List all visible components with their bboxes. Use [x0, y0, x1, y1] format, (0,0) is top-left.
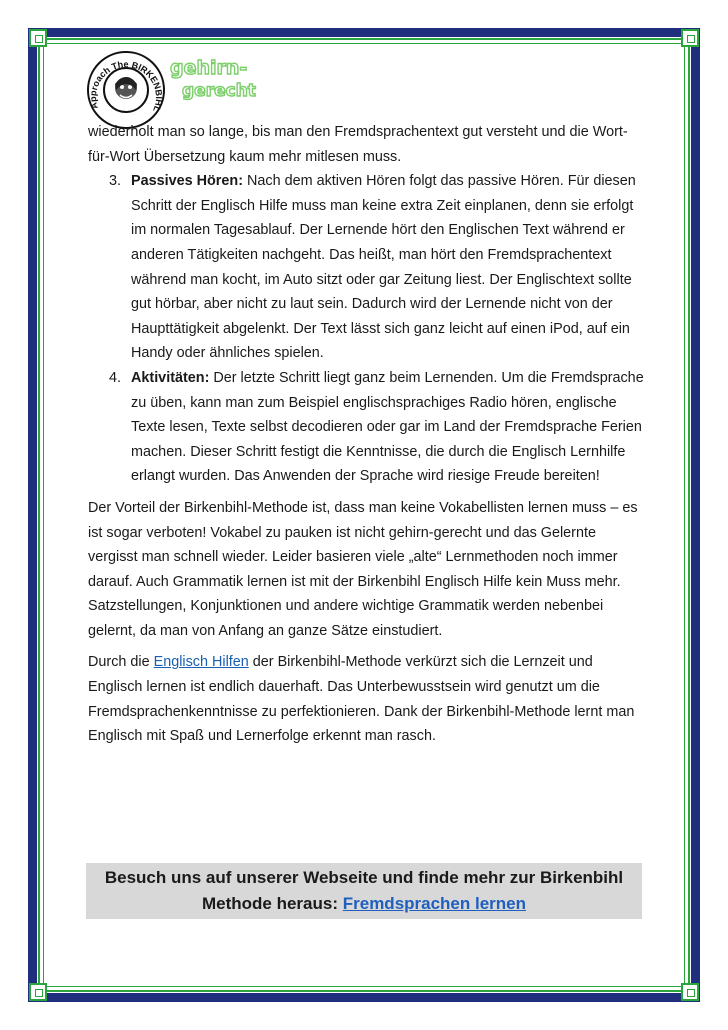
- paragraph-englisch-hilfen: [88, 650, 644, 748]
- corner-ornament-bottom-right: [681, 983, 699, 1001]
- list-number: 4.: [109, 369, 122, 386]
- website-banner: [86, 863, 642, 919]
- fremdsprachen-lernen-link[interactable]: Fremdsprachen lernen: [342, 894, 527, 913]
- paragraph-text-before: Durch die: [88, 654, 154, 671]
- birkenbihl-seal-logo: [86, 50, 166, 130]
- gehirn-gerecht-wordmark: [168, 54, 260, 104]
- list-number: 3.: [109, 173, 122, 190]
- svg-text:gehirn-: gehirn-: [170, 57, 248, 79]
- list-item-text: Der letzte Schritt liegt ganz beim Lernenden. Um die Fremdsprache zu üben, kann man zum Beispiel englischsprachiges Radio hören, englische Texte lesen, Texte selbst decodieren oder gar im Land der Fremdsprache Ferien machen. Dieser Schritt festigt die Kenntnisse, die durch die Englisch Lernhilfe erlangt wurden. Das Anwenden der Sprache wird riesige Freude bereiten!: [131, 369, 644, 485]
- list-item-aktivitaeten: [88, 366, 644, 489]
- svg-text:Approach The BIRKENBIHL: Approach The BIRKENBIHL: [87, 59, 165, 114]
- list-item-text: Nach dem aktiven Hören folgt das passive Hören. Für diesen Schritt der Englisch Hilfe muss man keine extra Zeit einplanen, denn sie erfolgt im normalen Tagesablauf. Der Lernende hört den Englischen Text während er anderen Tätigkeiten nachgeht. Das heißt, man hört den Fremdsprachentext während man kocht, im Auto sitzt oder gar Zeitung liest. Der Englischtext sollte gut hörbar, aber nicht zu laut sein. Dadurch wird der Lernende nicht von der Haupttätigkeit abgelenkt. Der Text lässt sich ganz leicht auf einen iPod, auf ein Handy oder ähnliches spielen.: [131, 173, 636, 362]
- list-item-title: Aktivitäten:: [131, 369, 210, 386]
- svg-text:gerecht: gerecht: [182, 81, 256, 101]
- paragraph-text-after: der Birkenbihl-Methode verkürzt sich die Lernzeit und Englisch lernen ist endlich dauerhaft. Das Unterbewusstsein wird genutzt um die Fremdsprachenkenntnisse zu perfektionieren. Dank der Birkenbihl-Methode lernt man Englisch mit Spaß und Lernerfolge erkennt man rasch.: [88, 654, 635, 745]
- paragraph-vorteil: Der Vorteil der Birkenbihl-Methode ist, dass man keine Vokabellisten lernen muss – es ist sogar verboten! Vokabel zu pauken ist nicht gehirn-gerecht und das Gelernte vergisst man schnell wieder. Leider basieren viele „alte“ Lernmethoden noch immer darauf. Auch Grammatik lernen ist mit der Birkenbihl Englisch Hilfe kein Muss mehr. Satzstellungen, Konjunktionen und andere wichtige Grammatik werden nebenbei gelernt, da man von Anfang an ganze Sätze einstudiert.: [88, 499, 638, 639]
- document-body: [88, 120, 644, 749]
- logo: [86, 50, 261, 130]
- corner-ornament-bottom-left: [29, 983, 47, 1001]
- list-item-title: Passives Hören:: [131, 173, 243, 190]
- numbered-list: [88, 169, 644, 489]
- list-item-passives-hoeren: [88, 169, 644, 366]
- englisch-hilfen-link[interactable]: Englisch Hilfen: [153, 654, 249, 671]
- list-item-continuation: wiederholt man so lange, bis man den Fremdsprachentext gut versteht und die Wort-für-Wort Übersetzung kaum mehr mitlesen muss.: [88, 124, 628, 165]
- corner-ornament-top-left: [29, 29, 47, 47]
- banner-text: Besuch uns auf unserer Webseite und finde mehr zur Birkenbihl Methode heraus:: [104, 868, 624, 913]
- corner-ornament-top-right: [681, 29, 699, 47]
